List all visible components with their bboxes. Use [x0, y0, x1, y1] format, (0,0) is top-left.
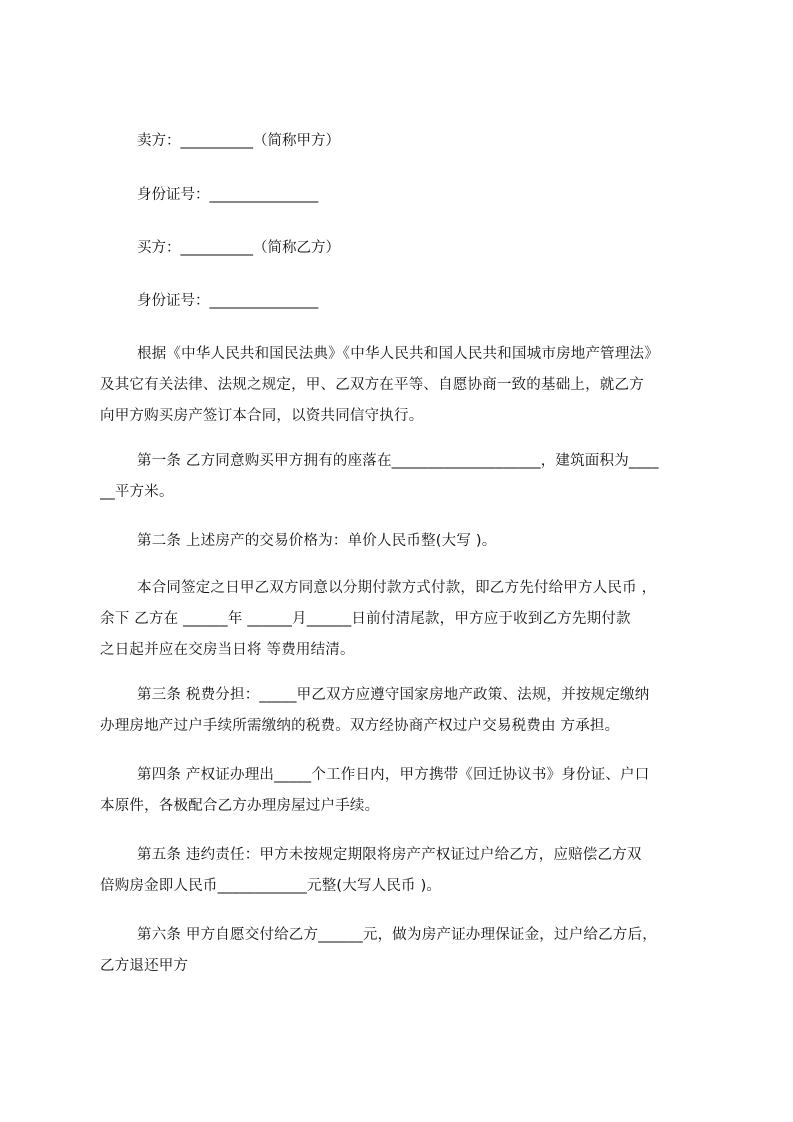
article-5-line: 倍购房金即人民币____________元整(大写人民币 )。	[100, 878, 442, 894]
article-1-line: __平方米。	[100, 484, 174, 500]
article-5-line: 第五条 违约责任：甲方未按规定期限将房产产权证过户给乙方，应赔偿乙方双	[137, 847, 642, 863]
preamble-line: 根据《中华人民共和国民法典》《中华人民共和国人民共和国城市房地产管理法》	[137, 346, 659, 362]
article-6	[100, 920, 708, 982]
payment-line: 本合同签定之日甲乙双方同意以分期付款方式付款，即乙方先付给甲方人民币 ，	[137, 580, 657, 596]
article-4-line: 第四条 产权证办理出_____个工作日内，甲方携带《回迁协议书》身份证、户口	[137, 767, 650, 783]
buyer-field: 买方：__________（简称乙方）	[137, 240, 340, 256]
seller-id-field: 身份证号：_______________	[137, 187, 319, 203]
article-2	[100, 526, 708, 557]
buyer-id-field: 身份证号：_______________	[137, 293, 319, 309]
preamble-line: 及其它有关法律、法规之规定，甲、乙双方在平等、自愿协商一致的基础上，就乙方	[100, 377, 644, 393]
article-3	[100, 680, 708, 742]
preamble-paragraph	[100, 339, 708, 432]
payment-line: 之日起并应在交房当日将 等费用结清。	[100, 642, 355, 658]
preamble-line: 向甲方购买房产签订本合同，以资共同信守执行。	[100, 408, 424, 424]
article-2-line: 第二条 上述房产的交易价格为：单价人民币整(大写 )。	[137, 533, 497, 549]
article-4	[100, 760, 708, 822]
article-4-line: 本原件，各极配合乙方办理房屋过户手续。	[100, 798, 380, 814]
article-3-line: 办理房地产过户手续所需缴纳的税费。双方经协商产权过户交易税费由 方承担。	[100, 718, 620, 734]
payment-line: 余下 乙方在 ______年 ______月______日前付清尾款，甲方应于收到乙方先期付款	[100, 611, 631, 627]
article-1	[100, 446, 708, 508]
article-5	[100, 840, 708, 902]
article-6-line: 乙方退还甲方	[100, 958, 189, 974]
article-1-line: 第一条 乙方同意购买甲方拥有的座落在____________________，建筑面积为____	[137, 453, 659, 469]
payment-paragraph	[100, 573, 708, 666]
article-3-line: 第三条 税费分担：_____甲乙双方应遵守国家房地产政策、法规，并按规定缴纳	[137, 687, 650, 703]
seller-field: 卖方：__________（简称甲方）	[137, 133, 340, 149]
article-6-line: 第六条 甲方自愿交付给乙方______元，做为房产证办理保证金，过户给乙方后，	[137, 927, 657, 943]
